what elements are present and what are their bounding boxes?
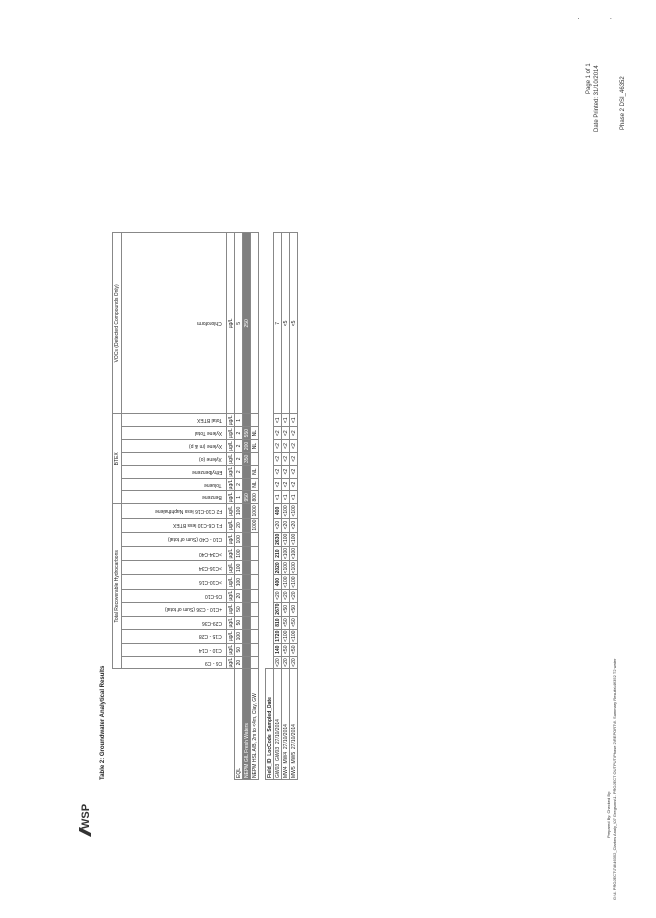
col-header xyxy=(122,427,227,440)
table-cell: 550 xyxy=(243,427,251,440)
table-cell: 200 xyxy=(243,440,251,453)
table-cell xyxy=(243,518,251,532)
table-cell xyxy=(251,602,259,616)
table-cell: 50 xyxy=(235,643,243,656)
table-cell xyxy=(251,561,259,575)
table-cell: 140 xyxy=(274,643,282,656)
group-trh: Total Recoverable Hydrocarbons xyxy=(113,504,122,669)
table-cell: <100 xyxy=(282,576,289,588)
date-printed: Date Printed: 31/10/2014 xyxy=(594,65,600,132)
table-cell: <50 xyxy=(282,643,290,656)
units-row xyxy=(227,233,235,780)
table-cell: 2 xyxy=(235,427,243,440)
table-cell: µg/L xyxy=(227,415,234,426)
group-header-row xyxy=(113,233,122,780)
table-cell xyxy=(251,643,259,656)
table-cell: 5 xyxy=(235,233,243,414)
eql-row xyxy=(235,233,243,780)
file-path: G:\4. PROJECT\7\8\46352_Clarkes Analy_\07 Gregsons\1. PROJECT OUTPUT\Phase 2\REPORT\6. Summary Results\46352 T2 water xyxy=(612,658,617,900)
table-cell xyxy=(243,532,251,546)
table-cell: µg/L xyxy=(227,644,234,655)
cell-text: C6-C10 xyxy=(204,592,222,599)
table-cell xyxy=(243,504,251,518)
table-cell: <50 xyxy=(290,602,298,616)
table-cell: 20 xyxy=(235,518,243,532)
logo-text: WSP xyxy=(80,803,92,829)
table-cell: <2 xyxy=(290,452,298,465)
cell-text: Toluene xyxy=(204,481,222,488)
table-cell: 2 xyxy=(235,465,243,478)
table-cell: <20 xyxy=(274,656,282,669)
table-cell: <20 xyxy=(282,518,290,532)
group-btex: BTEX xyxy=(113,414,122,504)
col-header xyxy=(122,465,227,478)
col-header xyxy=(122,532,227,546)
col-header xyxy=(122,414,227,427)
table-cell: 350 xyxy=(243,452,251,465)
col-header xyxy=(122,589,227,602)
col-header xyxy=(122,518,227,532)
table-cell: 7 xyxy=(274,233,282,414)
table-cell: <1 xyxy=(274,414,282,427)
table-row xyxy=(274,233,282,780)
group-vocs: VOCs (Detected Compounds Only) xyxy=(113,233,122,414)
table-cell: µg/L xyxy=(227,617,234,628)
table-cell: µg/L xyxy=(227,233,235,414)
table-row xyxy=(290,233,298,780)
row-label xyxy=(282,669,290,780)
table-cell: µg/L xyxy=(227,428,234,439)
table-cell: <2 xyxy=(274,465,282,478)
table-cell: 1720 xyxy=(274,630,281,642)
table-cell xyxy=(251,452,259,465)
table-cell: <50 xyxy=(282,602,290,616)
table-cell xyxy=(251,233,259,414)
cell-text: C6 - C9 xyxy=(204,659,222,666)
cell-text: +C10 - C36 (Sum of total) xyxy=(164,606,222,613)
cell-text: MW4 xyxy=(282,751,289,764)
table-header-cell xyxy=(122,669,227,780)
table-cell: 20 xyxy=(235,589,243,602)
table-cell: <1 xyxy=(282,491,290,504)
table-cell: <2 xyxy=(282,452,290,465)
col-header xyxy=(122,440,227,453)
table-cell xyxy=(243,478,251,491)
table-cell: 2630 xyxy=(274,533,281,545)
table-cell: 2 xyxy=(235,440,243,453)
table-cell xyxy=(243,414,251,427)
table-cell: 1000 xyxy=(251,519,258,531)
cell-text: 27/10/2014 xyxy=(274,719,281,745)
data-header-row xyxy=(266,233,274,780)
table-cell: 100 xyxy=(235,546,243,560)
cell-text: Xylene (o) xyxy=(199,455,222,462)
table-cell: EQL xyxy=(235,669,243,780)
table-cell: <100 xyxy=(282,505,289,517)
table-cell: <2 xyxy=(274,427,282,440)
table-cell xyxy=(243,546,251,560)
cell-text: GW03 xyxy=(274,746,281,762)
table-cell: µg/L xyxy=(227,492,234,503)
table-cell: 2020 xyxy=(274,562,281,574)
table-cell: <100 xyxy=(282,547,289,560)
table-cell xyxy=(243,561,251,575)
table-cell: <2 xyxy=(274,478,282,491)
table-cell: <50 xyxy=(282,616,290,629)
col-header xyxy=(122,546,227,560)
table-cell: 100 xyxy=(235,575,243,589)
table-cell xyxy=(243,616,251,629)
table-cell: <100 xyxy=(282,630,289,642)
page-marks: . . xyxy=(577,12,626,21)
cell-text: Chloroform xyxy=(197,320,222,327)
table-cell: <1 xyxy=(282,414,290,427)
table-cell xyxy=(227,669,235,780)
cell-text: 27/10/2014 xyxy=(282,724,289,750)
prepared-by: Prepared By: Checked By: xyxy=(606,790,611,838)
table-cell: µg/L xyxy=(227,479,234,490)
table-cell: 800 xyxy=(251,491,259,504)
cell-text: MW5 xyxy=(290,766,297,778)
col-header xyxy=(122,561,227,575)
table-cell: 400 xyxy=(274,504,282,518)
col-header xyxy=(122,656,227,669)
table-cell xyxy=(251,532,259,546)
table-cell xyxy=(243,656,251,669)
col-header xyxy=(122,629,227,643)
table-cell: <50 xyxy=(290,616,298,629)
table-cell: <2 xyxy=(290,478,298,491)
table-cell: NL xyxy=(251,427,259,440)
table-cell: 2670 xyxy=(274,603,281,615)
table-cell: <2 xyxy=(290,440,298,453)
table-cell: µg/L xyxy=(227,466,234,477)
table-cell: 100 xyxy=(235,561,243,575)
table-cell xyxy=(251,629,259,643)
table-cell: 100 xyxy=(235,532,243,546)
col-header xyxy=(122,478,227,491)
table-cell: 210 xyxy=(274,546,282,560)
table-cell: <2 xyxy=(290,465,298,478)
table-cell: µg/L xyxy=(227,575,235,589)
column-header-row xyxy=(122,233,227,780)
wsp-logo xyxy=(78,800,92,840)
cell-text: Ethylbenzene xyxy=(191,468,222,475)
table-cell: <2 xyxy=(282,427,290,440)
col-header xyxy=(122,504,227,518)
cell-text: >C34-C40 xyxy=(199,550,222,557)
table-cell: <20 xyxy=(274,518,282,532)
col-header xyxy=(122,643,227,656)
nepm-hsl-row xyxy=(251,233,259,780)
results-table xyxy=(112,232,298,780)
cell-text: C29-C36 xyxy=(201,619,222,626)
table-cell xyxy=(251,656,259,669)
table-cell: µg/L xyxy=(227,441,234,451)
table-cell xyxy=(243,589,251,602)
table-cell: µg/L xyxy=(227,518,235,532)
table-cell xyxy=(251,414,259,427)
table-cell: <1 xyxy=(290,414,298,427)
table-cell: <20 xyxy=(290,656,298,669)
table-cell: 250 xyxy=(243,233,251,414)
table-cell: 810 xyxy=(274,616,282,629)
table-cell: <1 xyxy=(274,491,282,504)
table-cell xyxy=(251,575,259,589)
cell-text: F1 C6-C10 less BTEX xyxy=(172,522,222,529)
table-cell: 400 xyxy=(274,575,282,589)
table-cell: <5 xyxy=(290,233,298,414)
table-cell: 1 xyxy=(235,491,243,504)
table-cell: NEPM GIL Fresh Waters xyxy=(243,669,251,780)
table-cell xyxy=(243,629,251,643)
table-cell: <50 xyxy=(290,643,298,656)
table-cell: <100 xyxy=(290,576,297,588)
table-title: Table 2: Groundwater Analytical Results xyxy=(100,665,106,780)
table-cell: <2 xyxy=(274,452,282,465)
table-cell: µg/L xyxy=(227,546,235,560)
cell-text: LocCode xyxy=(266,734,273,756)
table-cell: <100 xyxy=(290,562,297,574)
table-cell: <1 xyxy=(290,491,298,504)
row-label xyxy=(274,669,282,780)
table-cell: µg/L xyxy=(227,561,235,575)
table-cell: <100 xyxy=(290,505,297,517)
table-cell: 2 xyxy=(235,452,243,465)
table-cell xyxy=(266,233,274,669)
col-header xyxy=(122,233,227,414)
table-cell xyxy=(251,589,259,602)
col-header xyxy=(122,602,227,616)
table-cell: 100 xyxy=(235,504,243,518)
table-cell xyxy=(243,643,251,656)
table-cell: <20 xyxy=(290,589,298,602)
cell-text: C15 - C28 xyxy=(199,633,222,640)
cell-text: C10 - C40 (Sum of total) xyxy=(167,536,222,543)
table-cell: µg/L xyxy=(227,629,235,643)
table-header-cell xyxy=(113,669,122,780)
data-header-label xyxy=(266,669,274,780)
cell-text: MW4 xyxy=(282,766,289,778)
table-cell: NL xyxy=(251,465,259,478)
cell-text: >C16-C34 xyxy=(199,564,222,571)
table-cell xyxy=(243,575,251,589)
cell-text: Benzene xyxy=(202,494,222,501)
table-cell: <100 xyxy=(290,533,297,545)
cell-text: F2 C10-C16 less Naphthalene xyxy=(154,507,222,514)
table-cell: <100 xyxy=(282,562,289,574)
table-cell: <100 xyxy=(290,547,297,560)
cell-text: Xylene Total xyxy=(194,430,222,437)
doc-reference: Phase 2 DSI_46352 xyxy=(620,76,626,130)
table-cell: <5 xyxy=(282,233,290,414)
table-cell: 50 xyxy=(235,602,243,616)
table-row xyxy=(282,233,290,780)
table-cell: <2 xyxy=(290,427,298,440)
table-cell: µg/L xyxy=(227,453,234,464)
table-cell: <20 xyxy=(282,656,290,669)
table-cell: <20 xyxy=(290,518,298,532)
results-table-container xyxy=(112,140,298,780)
table-cell: µg/L xyxy=(227,602,235,616)
cell-text: >C10-C16 xyxy=(199,579,222,586)
table-cell: 950 xyxy=(243,491,251,504)
table-cell: NL xyxy=(251,440,259,453)
cell-text: Total BTEX xyxy=(196,417,222,424)
table-cell: µg/L xyxy=(227,657,234,668)
table-cell: <2 xyxy=(282,465,290,478)
table-cell: <20 xyxy=(282,589,290,602)
cell-text: MW5 xyxy=(290,751,297,764)
table-cell: 100 xyxy=(235,629,243,643)
col-header xyxy=(122,616,227,629)
table-cell: µg/L xyxy=(227,590,234,601)
table-cell xyxy=(243,602,251,616)
table-cell: 1000 xyxy=(251,505,258,517)
table-cell: NEPM HSL A/B, 2m to <4m, Clay, GW xyxy=(251,669,259,780)
table-cell xyxy=(251,546,259,560)
table-cell: <100 xyxy=(290,630,297,642)
col-header xyxy=(122,491,227,504)
table-cell: µg/L xyxy=(227,532,235,546)
table-cell: NL xyxy=(251,478,259,491)
table-cell: <2 xyxy=(274,440,282,453)
cell-text: GW03 xyxy=(274,763,281,778)
cell-text: Xylene (m & p) xyxy=(188,442,222,449)
nepm-fresh-row xyxy=(243,233,251,780)
cell-text: 27/10/2014 xyxy=(290,724,297,750)
row-label xyxy=(290,669,298,780)
col-header xyxy=(122,575,227,589)
table-cell xyxy=(251,616,259,629)
table-cell: 20 xyxy=(235,656,243,669)
table-cell xyxy=(243,465,251,478)
table-cell: 1 xyxy=(235,414,243,427)
table-cell: <2 xyxy=(282,478,290,491)
table-cell: 2 xyxy=(235,478,243,491)
table-cell xyxy=(259,233,266,780)
table-cell: 50 xyxy=(235,616,243,629)
table-cell: µg/L xyxy=(227,504,235,518)
col-header xyxy=(122,452,227,465)
page-number: Page 1 of 1 xyxy=(586,63,592,94)
cell-text: Sampled_Date xyxy=(266,697,273,732)
cell-text: C10 - C14 xyxy=(199,646,222,653)
table-cell: <100 xyxy=(282,533,289,545)
cell-text: Field_ID xyxy=(266,758,273,778)
table-cell: <20 xyxy=(274,589,282,602)
table-cell: <2 xyxy=(282,440,290,453)
